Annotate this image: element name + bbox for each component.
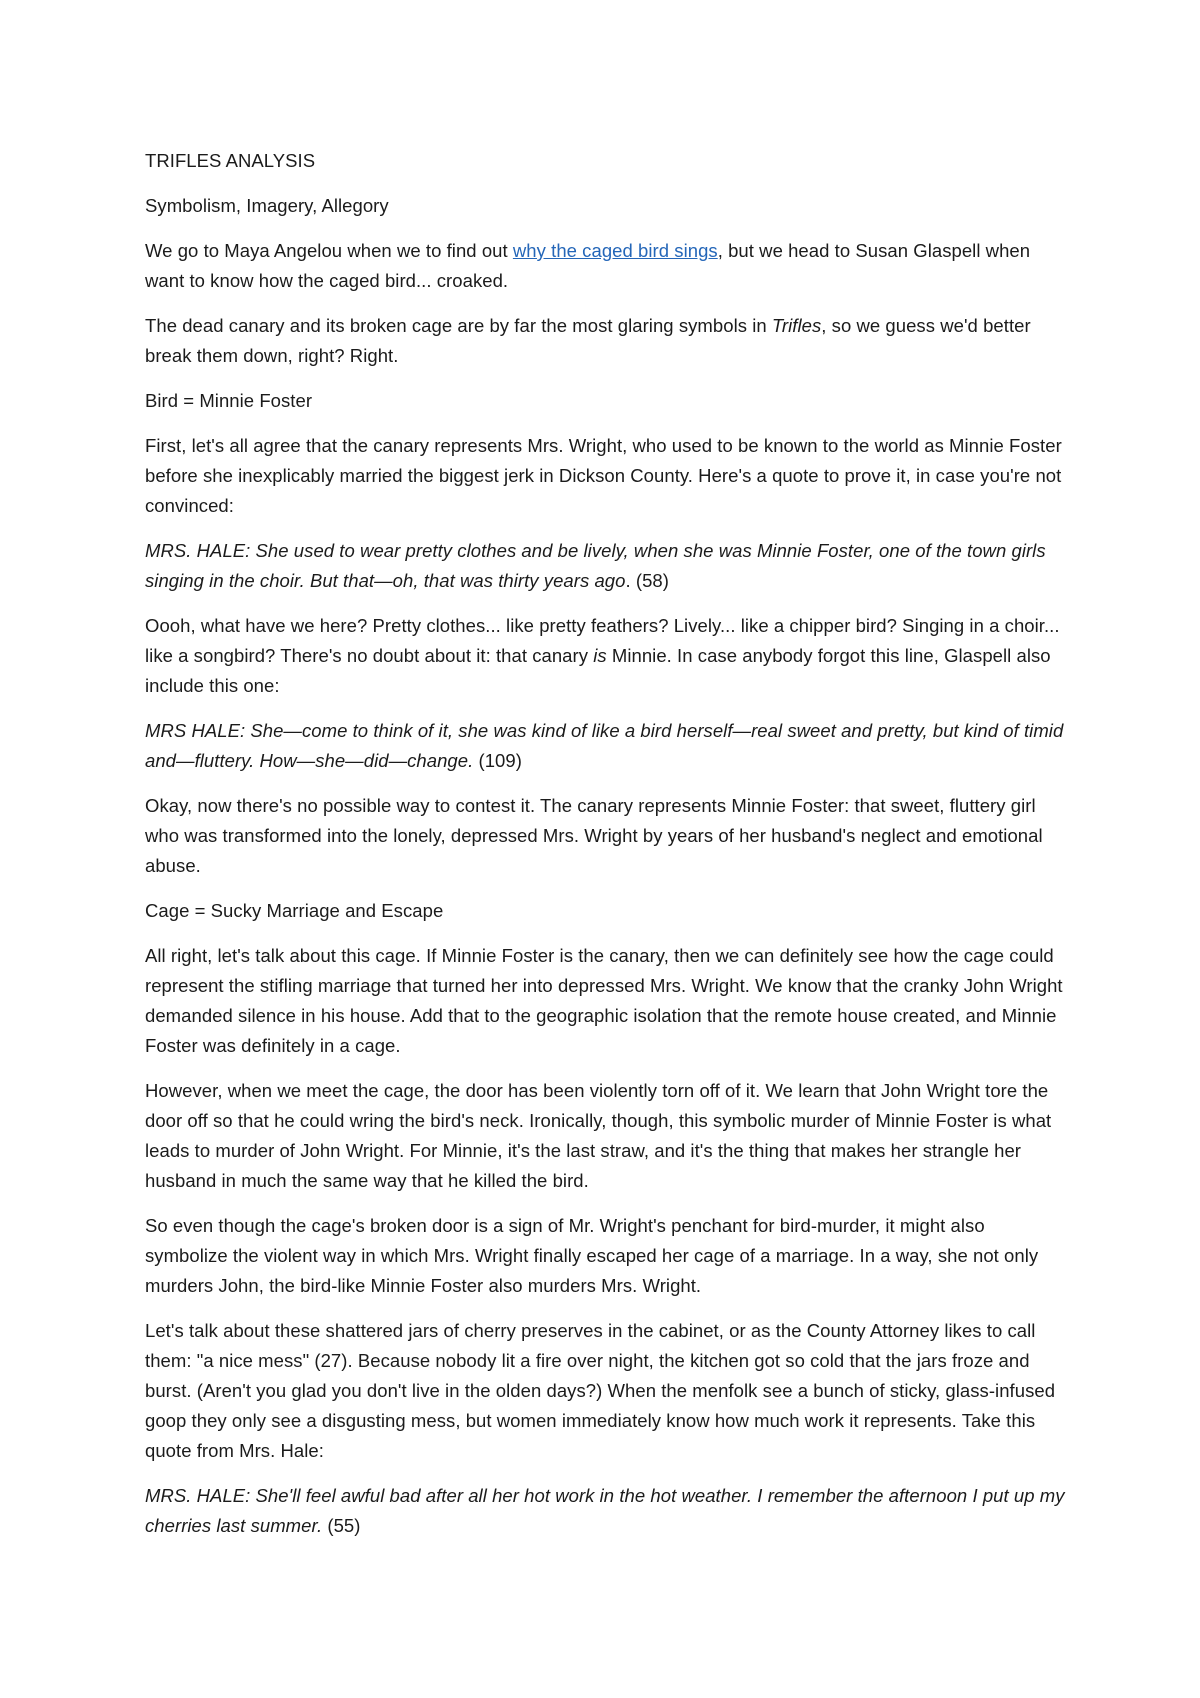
document-title: TRIFLES ANALYSIS bbox=[145, 150, 316, 171]
oooh-paragraph bbox=[145, 611, 1070, 701]
trifles-title-italic: Trifles bbox=[771, 315, 822, 336]
is-italic: is bbox=[593, 645, 607, 666]
however-paragraph: However, when we meet the cage, the door has been violently torn off of it. We learn that John Wright tore the door off so that he could wring the bird's neck. Ironically, though, this symbolic murder of Minnie Foster is what leads to murder of John Wright. For Minnie, it's the last straw, and it's the thing that makes her strangle her husband in much the same way that he killed the bird. bbox=[145, 1080, 1052, 1191]
quote-two-text: MRS HALE: She—come to think of it, she was kind of like a bird herself—real sweet and pretty, but kind of timid and—fluttery. How—she—did—change. bbox=[145, 720, 1064, 771]
agree-paragraph: First, let's all agree that the canary represents Mrs. Wright, who used to be known to the world as Minnie Foster before she inexplicably married the biggest jerk in Dickson County. Here's a quote to prove it, in case you're not convinced: bbox=[145, 435, 1062, 516]
bird-section-heading: Bird = Minnie Foster bbox=[145, 390, 313, 411]
oooh-text-before: Oooh, what have we here? Pretty clothes... like pretty feathers? Lively... like a chipper bird? Singing in a choir... like a songbird? There's no doubt about it: that canary bbox=[145, 615, 1060, 666]
quote-one bbox=[145, 536, 1070, 596]
document-subtitle: Symbolism, Imagery, Allegory bbox=[145, 195, 389, 216]
canary-text-before: The dead canary and its broken cage are by far the most glaring symbols in bbox=[145, 315, 772, 336]
quote-one-text: MRS. HALE: She used to wear pretty clothes and be lively, when she was Minnie Foster, one of the town girls singing in the choir. But that—oh, that was thirty years ago bbox=[145, 540, 1046, 591]
quote-two bbox=[145, 716, 1070, 776]
jars-paragraph: Let's talk about these shattered jars of cherry preserves in the cabinet, or as the County Attorney likes to call them: "a nice mess" (27). Because nobody lit a fire over night, the kitchen got so cold that the jars froze and burst. (Aren't you glad you don't live in the olden days?) When the menfolk see a bunch of sticky, glass-infused goop they only see a disgusting mess, but women immediately know how much work it represents. Take this quote from Mrs. Hale: bbox=[145, 1320, 1056, 1461]
quote-three-text: MRS. HALE: She'll feel awful bad after all her hot work in the hot weather. I remember the afternoon I put up my cherries last summer. bbox=[145, 1485, 1065, 1536]
okay-paragraph: Okay, now there's no possible way to contest it. The canary represents Minnie Foster: that sweet, fluttery girl who was transformed into the lonely, depressed Mrs. Wright by years of her husband's neglect and emotional abuse. bbox=[145, 795, 1043, 876]
canary-text-after: , so we guess we'd better break them down, right? Right. bbox=[145, 315, 1031, 366]
intro-paragraph bbox=[145, 236, 1070, 296]
quote-one-citation: . (58) bbox=[625, 570, 669, 591]
caged-bird-link[interactable]: why the caged bird sings bbox=[512, 240, 718, 261]
intro-text-after: , but we head to Susan Glaspell when want to know how the caged bird... croaked. bbox=[145, 240, 1031, 291]
oooh-text-after: Minnie. In case anybody forgot this line, Glaspell also include this one: bbox=[145, 645, 1051, 696]
canary-paragraph bbox=[145, 311, 1070, 371]
cage-section-heading: Cage = Sucky Marriage and Escape bbox=[145, 900, 444, 921]
document-page bbox=[145, 146, 1070, 1556]
intro-text-before: We go to Maya Angelou when we to find out bbox=[145, 240, 513, 261]
quote-three-citation: (55) bbox=[322, 1515, 361, 1536]
quote-two-citation: (109) bbox=[473, 750, 522, 771]
so-even-though-paragraph: So even though the cage's broken door is a sign of Mr. Wright's penchant for bird-murder, it might also symbolize the violent way in which Mrs. Wright finally escaped her cage of a marriage. In a way, she not only murders John, the bird-like Minnie Foster also murders Mrs. Wright. bbox=[145, 1215, 1039, 1296]
cage-paragraph: All right, let's talk about this cage. If Minnie Foster is the canary, then we can definitely see how the cage could represent the stifling marriage that turned her into depressed Mrs. Wright. We know that the cranky John Wright demanded silence in his house. Add that to the geographic isolation that the remote house created, and Minnie Foster was definitely in a cage. bbox=[145, 945, 1063, 1056]
quote-three bbox=[145, 1481, 1070, 1541]
